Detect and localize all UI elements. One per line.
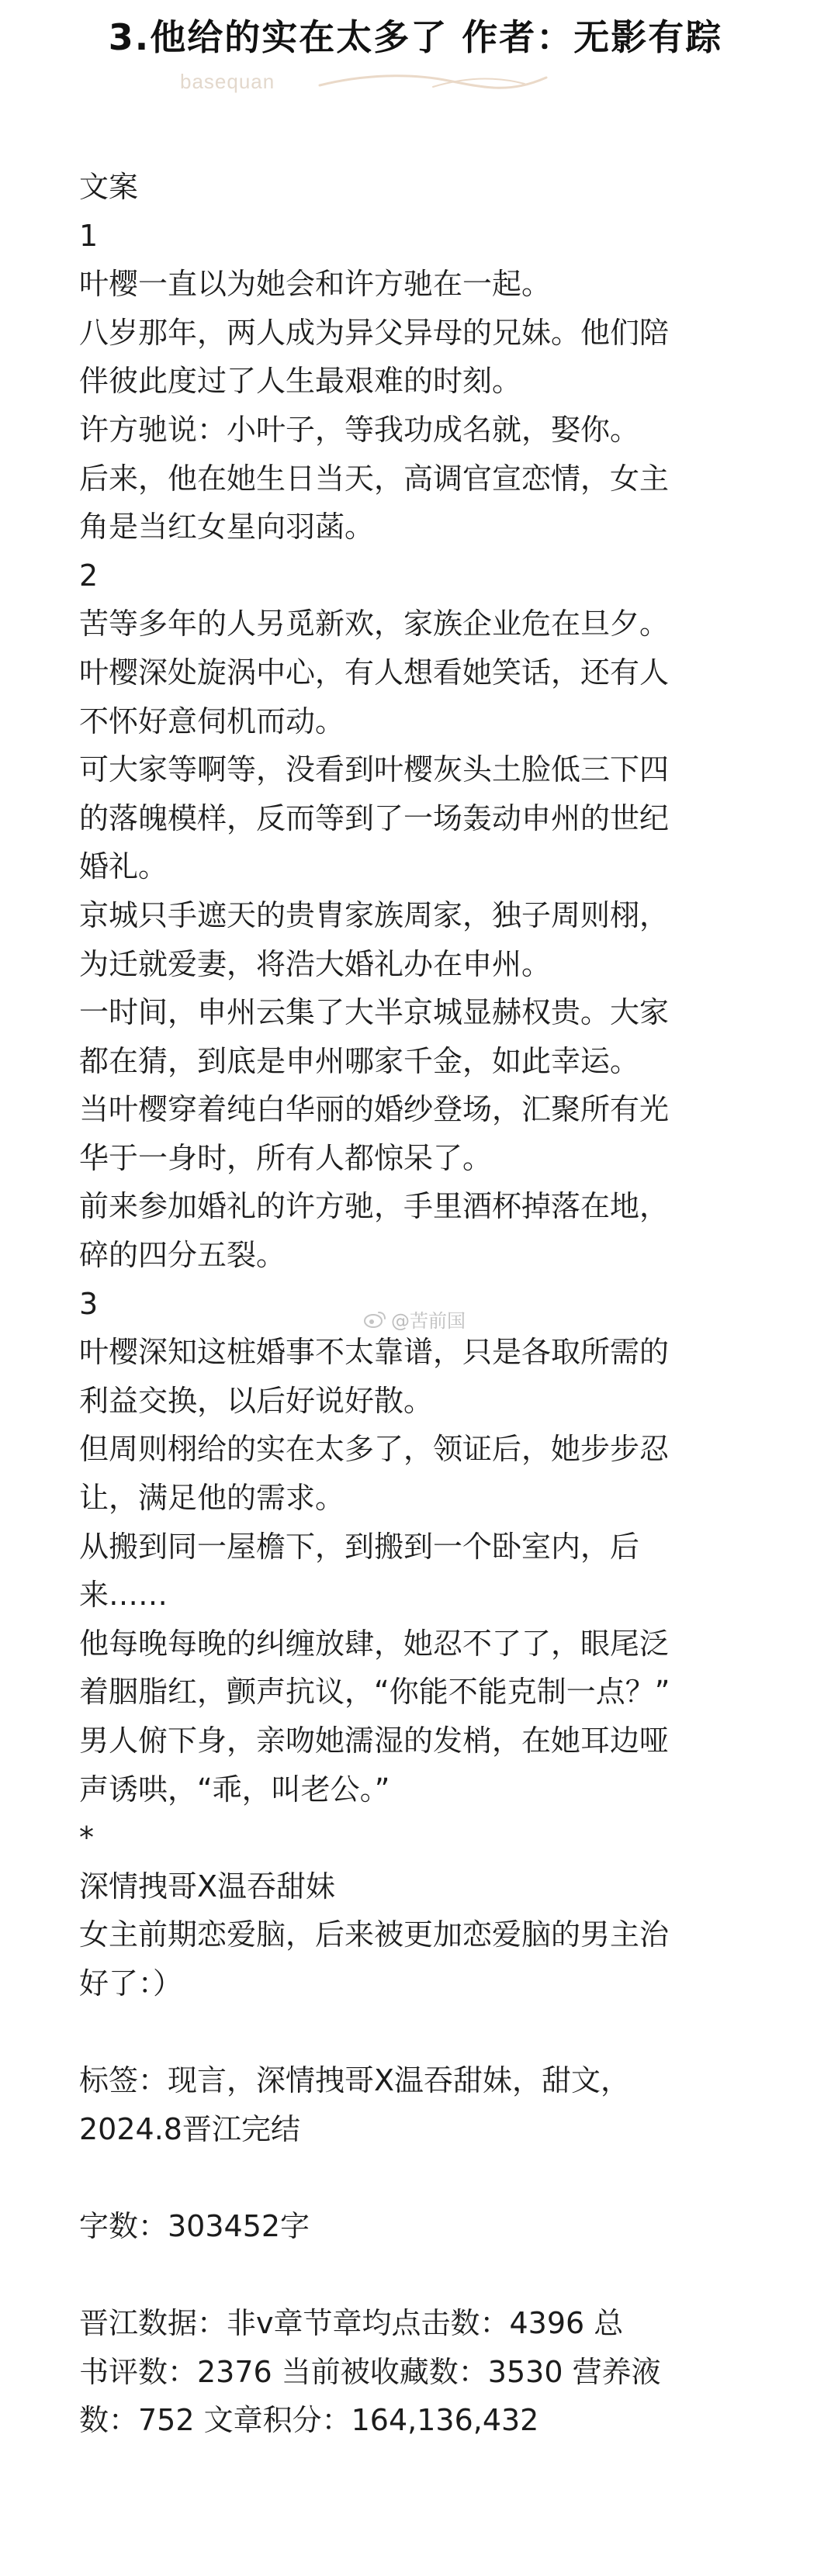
text-line: 许方驰说：小叶子，等我功成名就，娶你。 (79, 412, 640, 447)
text-line: * (79, 1820, 94, 1855)
text-line: 2 (79, 558, 99, 593)
text-line: 但周则栩给的实在太多了，领证后，她步步忍 (79, 1432, 670, 1467)
text-line: 前来参加婚礼的许方驰，手里酒杯掉落在地， (79, 1189, 670, 1224)
text-line: 伴彼此度过了人生最艰难的时刻。 (79, 364, 522, 399)
text-line: 后来，他在她生日当天，高调官宣恋情，女主 (79, 461, 670, 496)
text-line: 来…… (79, 1578, 168, 1613)
blank-line (79, 2153, 754, 2202)
text-line: 3 (79, 1286, 99, 1321)
text-line: 角是当红女星向羽菡。 (79, 510, 375, 545)
text-line: 晋江数据：非v章节章均点击数：4396 总 (79, 2306, 624, 2341)
text-line: 从搬到同一屋檐下，到搬到一个卧室内，后 (79, 1529, 640, 1564)
text-line: 的落魄模样，反而等到了一场轰动申州的世纪 (79, 800, 670, 835)
text-line: 叶樱深知这桩婚事不太靠谱，只是各取所需的 (79, 1335, 670, 1370)
text-line: 标签：现言，深情拽哥X温吞甜妹，甜文， (79, 2063, 631, 2098)
text-line: 京城只手遮天的贵胄家族周家，独子周则栩， (79, 897, 670, 932)
text-line: 叶樱深处旋涡中心，有人想看她笑话，还有人 (79, 655, 670, 690)
text-line: 八岁那年，两人成为异父异母的兄妹。他们陪 (79, 315, 670, 350)
text-line: 为迁就爱妻，将浩大婚礼办在申州。 (79, 946, 552, 981)
synopsis-text (79, 163, 754, 2445)
text-line: 字数：303452字 (79, 2208, 310, 2243)
text-line: 叶樱一直以为她会和许方驰在一起。 (79, 267, 552, 302)
text-line: 数：752 文章积分：164,136,432 (79, 2403, 539, 2438)
blank-line (79, 2008, 754, 2057)
decorative-swash-icon (317, 67, 549, 98)
text-line: 书评数：2376 当前被收藏数：3530 营养液 (79, 2354, 661, 2389)
text-line: 着胭脂红，颤声抗议，“你能不能克制一点？” (79, 1675, 670, 1710)
text-line: 利益交换，以后好说好散。 (79, 1383, 434, 1418)
text-line: 可大家等啊等，没看到叶樱灰头土脸低三下四 (79, 752, 670, 787)
text-line: 碎的四分五裂。 (79, 1238, 286, 1273)
text-line: 1 (79, 218, 99, 253)
weibo-watermark-text: @苦前国 (391, 1310, 466, 1332)
header (0, 0, 831, 109)
text-line: 深情拽哥X温吞甜妹 (79, 1869, 336, 1903)
weibo-icon (363, 1310, 386, 1329)
text-line: 婚礼。 (79, 849, 168, 884)
text-line: 不怀好意伺机而动。 (79, 704, 345, 738)
text-line: 华于一身时，所有人都惊呆了。 (79, 1140, 493, 1175)
weibo-watermark (363, 1305, 466, 1333)
text-line: 好了：） (79, 1966, 183, 2000)
text-line: 声诱哄，“乖，叫老公。” (79, 1772, 390, 1807)
text-line: 当叶樱穿着纯白华丽的婚纱登场，汇聚所有光 (79, 1092, 670, 1127)
blank-line (79, 2251, 754, 2300)
text-line: 他每晚每晚的纠缠放肆，她忍不了了，眼尾泛 (79, 1626, 670, 1661)
text-line: 女主前期恋爱脑，后来被更加恋爱脑的男主治 (79, 1917, 670, 1952)
text-line: 让，满足他的需求。 (79, 1481, 345, 1516)
text-line: 一时间，申州云集了大半京城显赫权贵。大家 (79, 995, 670, 1030)
text-line: 2024.8晋江完结 (79, 2111, 300, 2146)
text-line: 苦等多年的人另觅新欢，家族企业危在旦夕。 (79, 607, 670, 641)
text-line: 都在猜，到底是申州哪家千金，如此幸运。 (79, 1043, 640, 1078)
text-line: 男人俯下身，亲吻她濡湿的发梢，在她耳边哑 (79, 1724, 670, 1758)
post-title: 3.他给的实在太多了 作者：无影有踪 (108, 16, 723, 58)
text-line: 文案 (79, 170, 139, 204)
basequan-watermark: basequan (180, 70, 275, 93)
